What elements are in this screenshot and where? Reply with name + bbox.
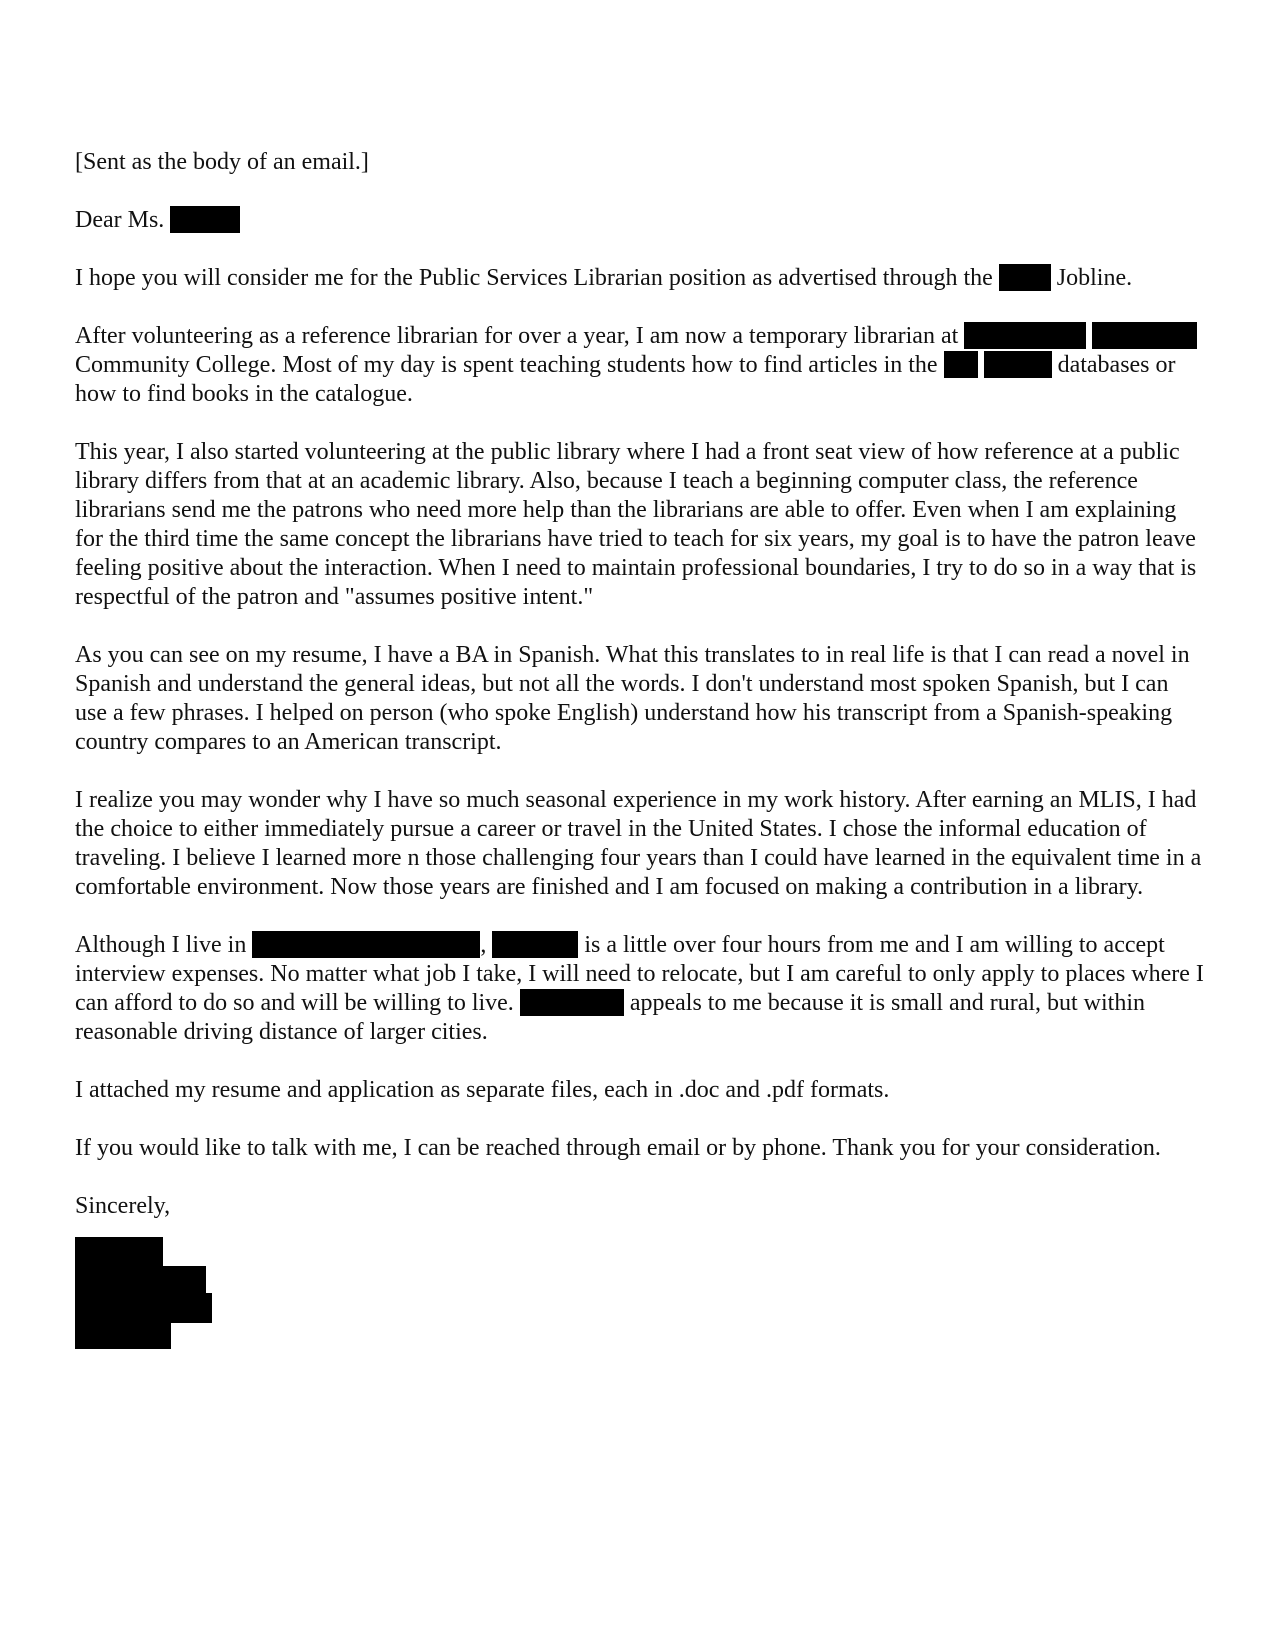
redacted-signature-line-4 bbox=[75, 1321, 171, 1349]
paragraph-1-text-a: I hope you will consider me for the Public Services Librarian position as advertised through the bbox=[75, 265, 993, 291]
redacted-location-1 bbox=[252, 931, 480, 958]
paragraph-1-text-b: Jobline. bbox=[1056, 265, 1133, 291]
paragraph-6-text-d: appeals to me because it is small and rural, but within reasonable driving distance of larger cities. bbox=[75, 990, 1146, 1045]
paragraph-5: I realize you may wonder why I have so much seasonal experience in my work history. After earning an MLIS, I had the choice to either immediately pursue a career or travel in the United States. I chose the informal education of traveling. I believe I learned more n those challenging four years than I could have learned in the equivalent time in a comfortable environment. Now those years are finished and I am focused on making a contribution in a library. bbox=[75, 787, 1202, 900]
redacted-signature-line-3 bbox=[75, 1293, 212, 1323]
closing: Sincerely, bbox=[75, 1193, 171, 1219]
redacted-signature-block bbox=[75, 1237, 1205, 1357]
paragraph-1 bbox=[75, 264, 1205, 293]
paragraph-6 bbox=[75, 931, 1205, 1047]
salutation bbox=[75, 206, 1205, 235]
paragraph-2-text-a: After volunteering as a reference librarian for over a year, I am now a temporary librarian at bbox=[75, 323, 959, 349]
salutation-text: Dear Ms. bbox=[75, 207, 165, 233]
redacted-database-2 bbox=[984, 351, 1052, 378]
paragraph-8: If you would like to talk with me, I can be reached through email or by phone. Thank you for your consideration. bbox=[75, 1135, 1161, 1161]
paragraph-2-text-c: databases or how to find books in the catalogue. bbox=[75, 352, 1176, 407]
redacted-institution-1 bbox=[964, 322, 1086, 349]
redacted-institution-2 bbox=[1092, 322, 1197, 349]
paragraph-6-comma: , bbox=[480, 932, 487, 958]
redacted-location-3 bbox=[520, 989, 624, 1016]
paragraph-2-text-b: Community College. Most of my day is spent teaching students how to find articles in the bbox=[75, 352, 938, 378]
redacted-signature-line-1 bbox=[75, 1237, 163, 1266]
redacted-jobline-name bbox=[999, 264, 1051, 291]
paragraph-4: As you can see on my resume, I have a BA in Spanish. What this translates to in real life is that I can read a novel in Spanish and understand the general ideas, but not all the words. I don't understand most spoken Spanish, but I can use a few phrases. I helped on person (who spoke English) understand how his transcript from a Spanish-speaking country compares to an American transcript. bbox=[75, 642, 1190, 755]
paragraph-7: I attached my resume and application as separate files, each in .doc and .pdf formats. bbox=[75, 1077, 890, 1103]
paragraph-3: This year, I also started volunteering at the public library where I had a front seat view of how reference at a public library differs from that at an academic library. Also, because I teach a beginning computer class, the reference librarians send me the patrons who need more help than the librarians are able to offer. Even when I am explaining for the third time the same concept the librarians have tried to teach for six years, my goal is to have the patron leave feeling positive about the interaction. When I need to maintain professional boundaries, I try to do so in a way that is respectful of the patron and "assumes positive intent." bbox=[75, 439, 1197, 610]
redacted-database-1 bbox=[944, 351, 978, 378]
redacted-signature-line-2 bbox=[75, 1266, 206, 1295]
redacted-location-2 bbox=[492, 931, 578, 958]
redacted-name bbox=[170, 206, 240, 233]
paragraph-6-text-c: is a little over four hours from me and I am willing to accept interview expenses. No matter what job I take, I will need to relocate, but I am careful to only apply to places where I can afford to do so and will be willing to live. bbox=[75, 932, 1204, 1016]
paragraph-2 bbox=[75, 322, 1205, 409]
email-note: [Sent as the body of an email.] bbox=[75, 149, 369, 175]
letter-body bbox=[75, 148, 1205, 1357]
paragraph-6-text-a: Although I live in bbox=[75, 932, 247, 958]
